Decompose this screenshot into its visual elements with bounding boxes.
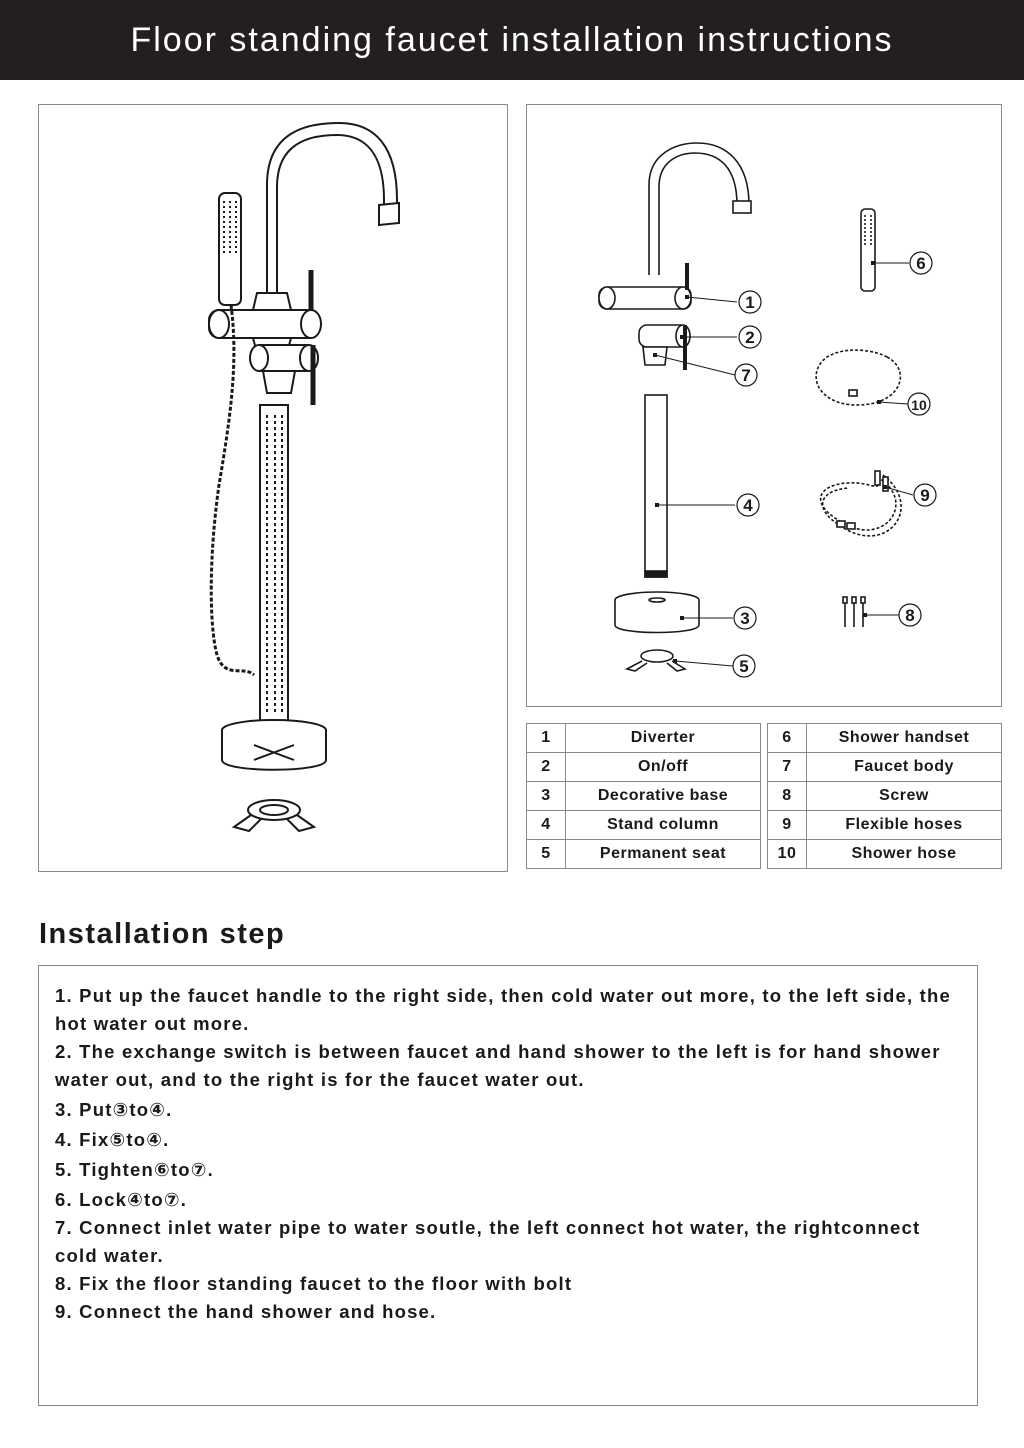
assembled-faucet-illustration [39, 105, 507, 871]
exploded-parts-illustration [527, 105, 1001, 706]
part-number: 7 [768, 753, 807, 782]
assembled-faucet-panel [38, 104, 508, 872]
step-2: 2. The exchange switch is between faucet and hand shower to the left is for hand shower water out, and to the right is for the faucet water out. [55, 1041, 941, 1090]
step-3: 3. Put③to④. [55, 1099, 173, 1120]
callout-1: 1 [745, 293, 755, 312]
page-header [0, 0, 1024, 80]
part-number: 1 [527, 724, 566, 753]
part-name: Screw [807, 782, 1002, 811]
table-row [527, 840, 761, 869]
part-name: Flexible hoses [807, 811, 1002, 840]
callout-2: 2 [745, 328, 755, 347]
parts-table-left [526, 723, 761, 869]
callout-6: 6 [916, 254, 926, 273]
table-row [527, 753, 761, 782]
installation-steps [38, 965, 978, 1406]
callout-3: 3 [740, 609, 750, 628]
part-number: 8 [768, 782, 807, 811]
part-number: 4 [527, 811, 566, 840]
callout-8: 8 [905, 606, 915, 625]
table-row [768, 724, 1002, 753]
step-5: 5. Tighten⑥to⑦. [55, 1159, 214, 1180]
table-row [768, 840, 1002, 869]
step-4: 4. Fix⑤to④. [55, 1129, 170, 1150]
page-title: Floor standing faucet installation instructions [130, 20, 894, 59]
step-6: 6. Lock④to⑦. [55, 1189, 188, 1210]
part-name: Shower hose [807, 840, 1002, 869]
part-name: Stand column [566, 811, 761, 840]
callout-7: 7 [741, 366, 751, 385]
part-number: 10 [768, 840, 807, 869]
step-8: 8. Fix the floor standing faucet to the floor with bolt [55, 1273, 573, 1294]
part-name: Shower handset [807, 724, 1002, 753]
callout-5: 5 [739, 657, 749, 676]
part-name: Diverter [566, 724, 761, 753]
part-name: Decorative base [566, 782, 761, 811]
table-row [768, 811, 1002, 840]
callout-4: 4 [743, 496, 753, 515]
part-name: On/off [566, 753, 761, 782]
part-number: 2 [527, 753, 566, 782]
part-number: 6 [768, 724, 807, 753]
step-1: 1. Put up the faucet handle to the right side, then cold water out more, to the left side, the hot water out more. [55, 985, 952, 1034]
table-row [768, 782, 1002, 811]
callout-9: 9 [920, 486, 930, 505]
part-number: 5 [527, 840, 566, 869]
part-name: Permanent seat [566, 840, 761, 869]
part-number: 9 [768, 811, 807, 840]
parts-table-right [767, 723, 1002, 869]
callout-10: 10 [911, 397, 927, 413]
table-row [768, 753, 1002, 782]
table-row [527, 724, 761, 753]
exploded-parts-panel [526, 104, 1002, 707]
section-title: Installation step [39, 918, 286, 950]
part-name: Faucet body [807, 753, 1002, 782]
part-number: 3 [527, 782, 566, 811]
table-row [527, 811, 761, 840]
step-9: 9. Connect the hand shower and hose. [55, 1301, 437, 1322]
table-row [527, 782, 761, 811]
step-7: 7. Connect inlet water pipe to water soutle, the left connect hot water, the rightconnect cold water. [55, 1217, 921, 1266]
